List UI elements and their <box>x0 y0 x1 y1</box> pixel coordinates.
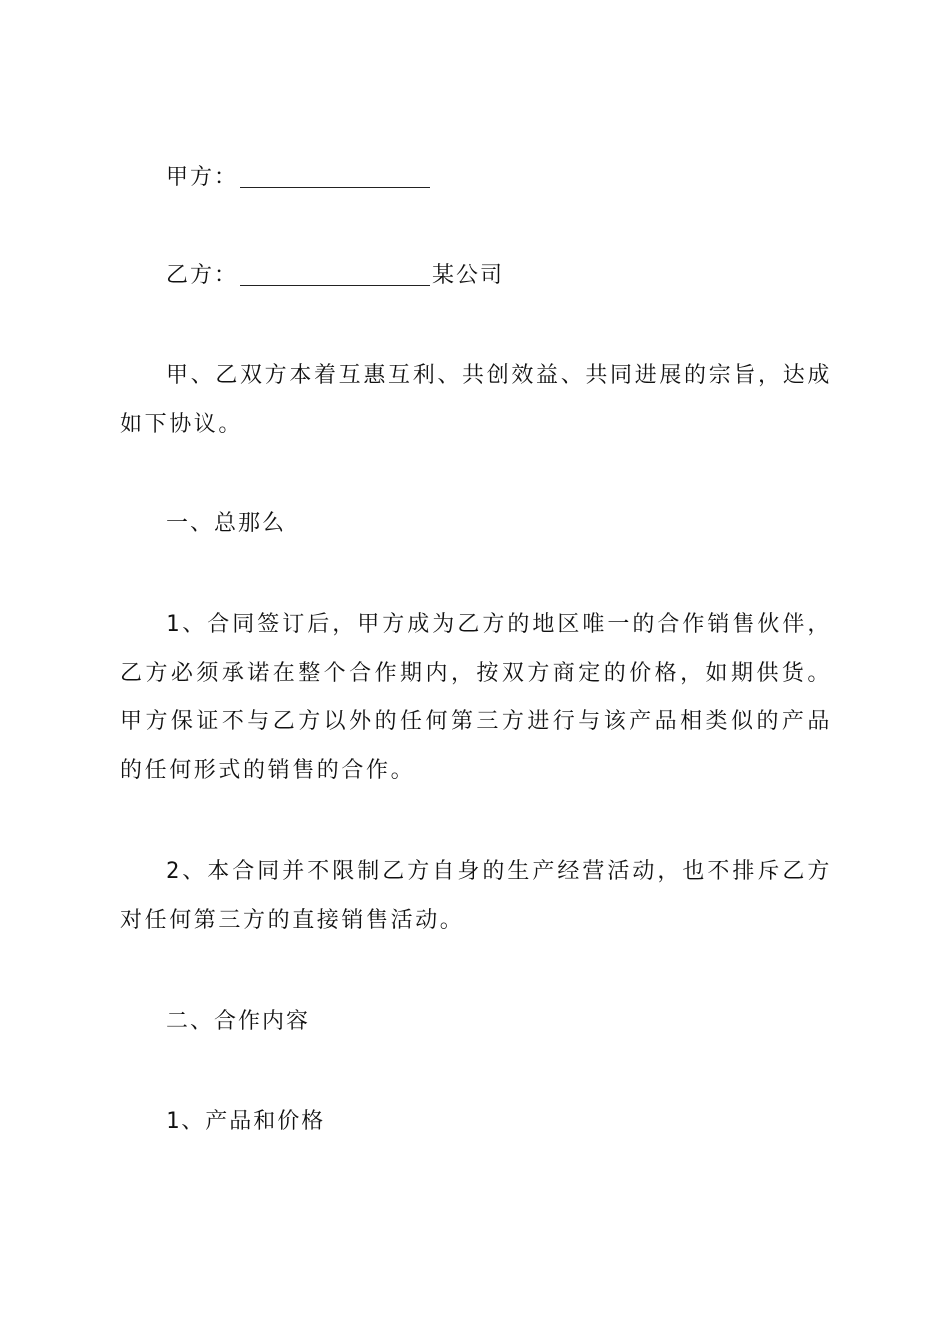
party-a-label: 甲方： <box>166 165 239 190</box>
party-a-blank <box>240 159 430 188</box>
section2-heading: 二、合作内容 <box>166 1009 311 1034</box>
section1-heading: 一、总那么 <box>166 511 287 536</box>
party-b-line <box>166 252 504 300</box>
party-b-blank <box>240 257 430 286</box>
section2-item1: 1、产品和价格 <box>166 1109 326 1134</box>
section1-item2: 2、本合同并不限制乙方自身的生产经营活动，也不排斥乙方对任何第三方的直接销售活动。 <box>120 859 832 933</box>
party-b-label: 乙方： <box>166 263 239 288</box>
party-a-line <box>166 154 432 202</box>
intro-paragraph: 甲、乙双方本着互惠互利、共创效益、共同进展的宗旨，达成如下协议。 <box>120 363 832 437</box>
section1-item1: 1、合同签订后，甲方成为乙方的地区唯一的合作销售伙伴，乙方必须承诺在整个合作期内，按双方商定的价格，如期供货。甲方保证不与乙方以外的任何第三方进行与该产品相类似的产品的任何形式的销售的合作。 <box>120 612 832 783</box>
party-b-suffix: 某公司 <box>432 263 505 288</box>
